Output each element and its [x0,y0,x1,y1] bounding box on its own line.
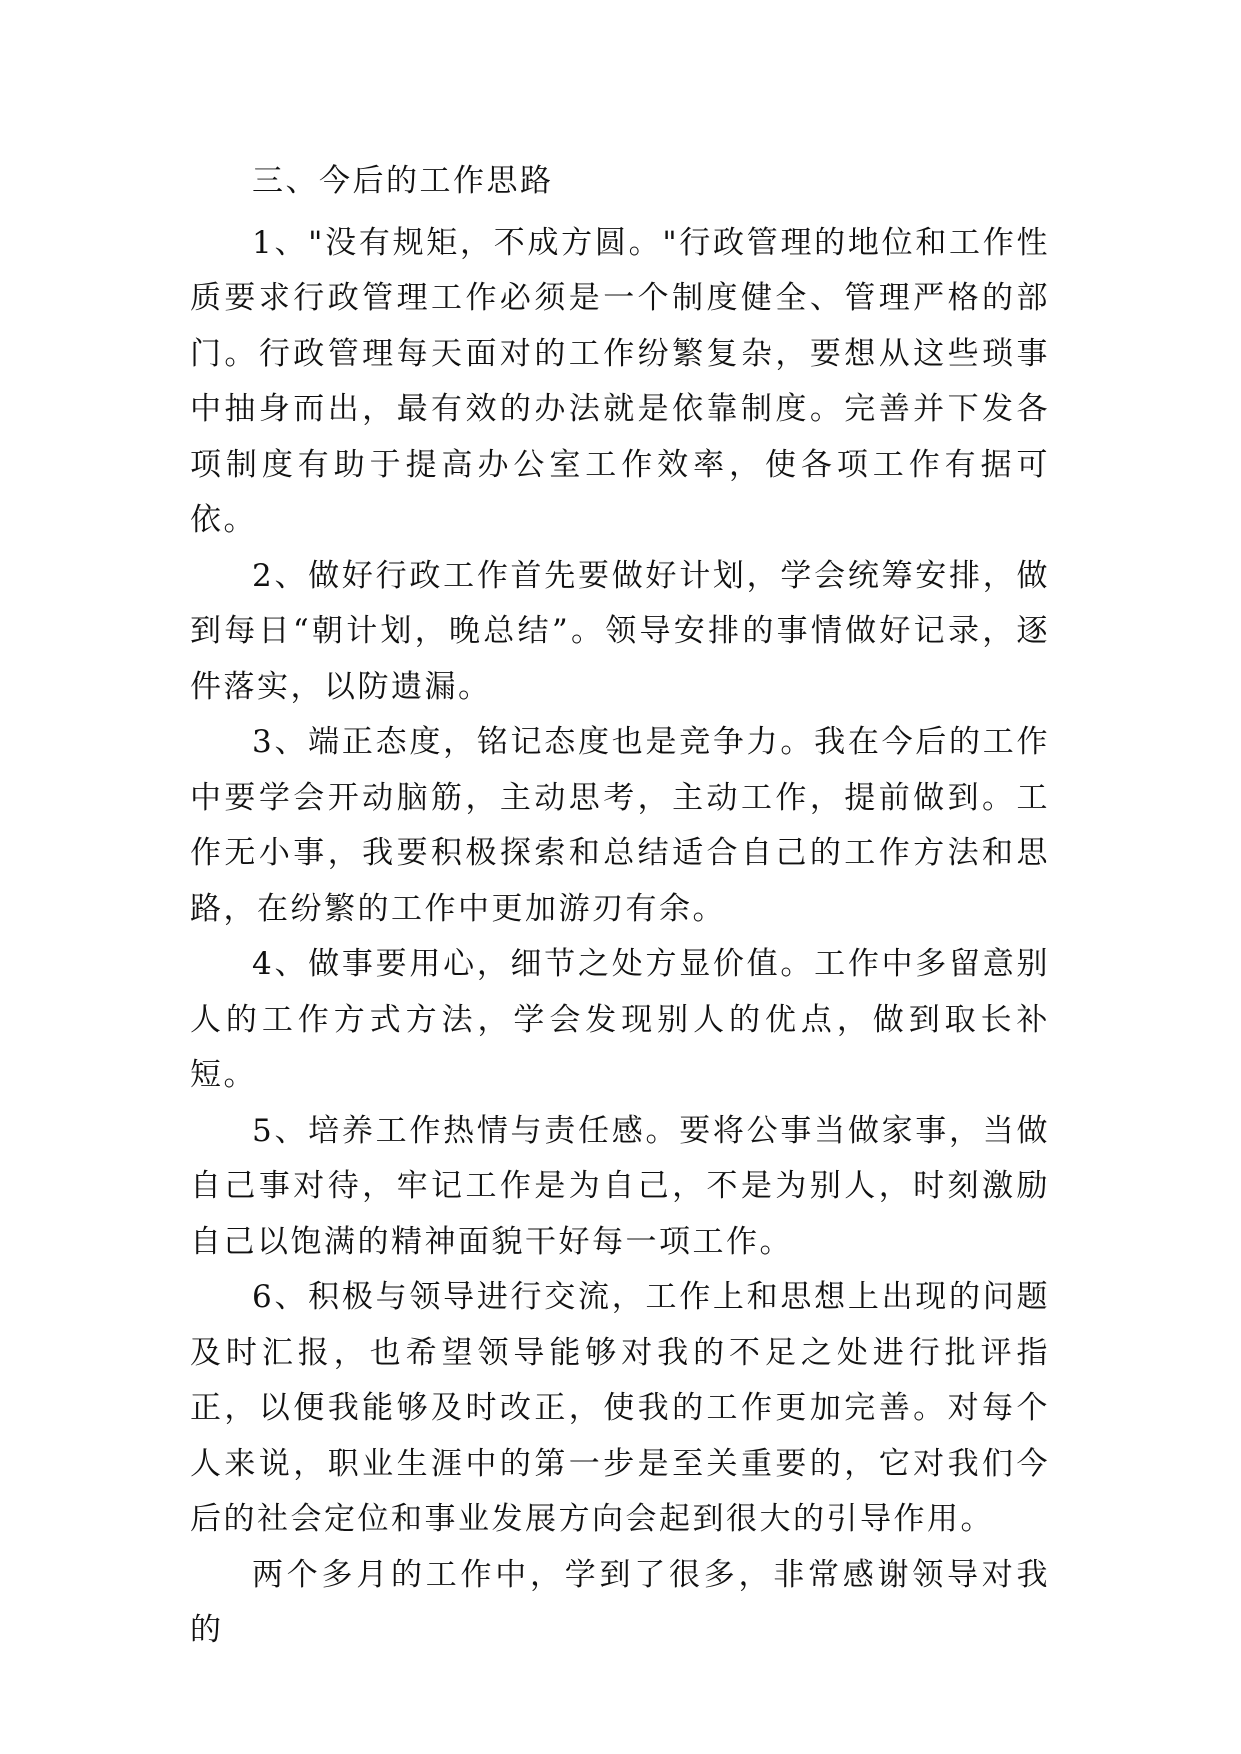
paragraph-4: 4、做事要用心，细节之处方显价值。工作中多留意别人的工作方式方法，学会发现别人的优点，做到取长补短。 [190,946,1050,1093]
section-heading: 三、今后的工作思路 [252,163,554,199]
paragraph-6: 6、积极与领导进行交流，工作上和思想上出现的问题及时汇报，也希望领导能够对我的不足之处进行批评指正，以便我能够及时改正，使我的工作更加完善。对每个人来说，职业生涯中的第一步是至关重要的，它对我们今后的社会定位和事业发展方向会起到很大的引导作用。 [190,1279,1050,1537]
paragraph-5: 5、培养工作热情与责任感。要将公事当做家事，当做自己事对待，牢记工作是为自己，不是为别人，时刻激励自己以饱满的精神面貌干好每一项工作。 [190,1112,1050,1260]
paragraph-2: 2、做好行政工作首先要做好计划，学会统筹安排，做到每日“朝计划，晚总结”。领导安排的事情做好记录，逐件落实，以防遗漏。 [190,557,1050,705]
paragraph-3: 3、端正态度，铭记态度也是竞争力。我在今后的工作中要学会开动脑筋，主动思考，主动工作，提前做到。工作无小事，我要积极探索和总结适合自己的工作方法和思路，在纷繁的工作中更加游刃有余。 [190,724,1050,927]
paragraph-7: 两个多月的工作中，学到了很多，非常感谢领导对我的 [190,1556,1050,1648]
paragraph-1: 1、"没有规矩，不成方圆。"行政管理的地位和工作性质要求行政管理工作必须是一个制度健全、管理严格的部门。行政管理每天面对的工作纷繁复杂，要想从这些琐事中抽身而出，最有效的办法就是依靠制度。完善并下发各项制度有助于提高办公室工作效率，使各项工作有据可依。 [190,224,1050,538]
document-body [190,154,1050,1659]
